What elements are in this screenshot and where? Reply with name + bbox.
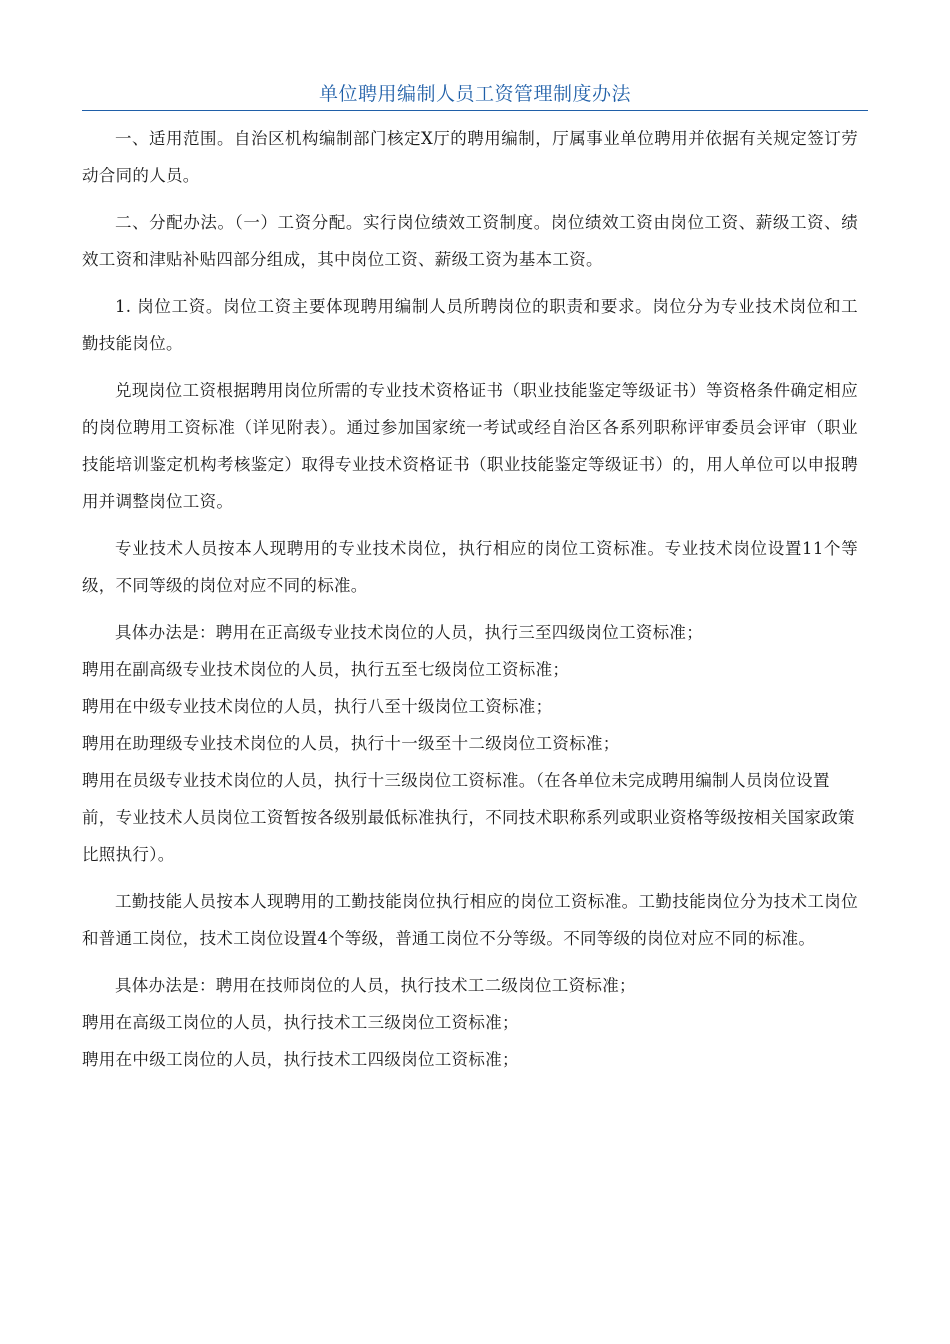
- paragraph-cash-post-wage: 兑现岗位工资根据聘用岗位所需的专业技术资格证书（职业技能鉴定等级证书）等资格条件确定相应的岗位聘用工资标准（详见附表）。通过参加国家统一考试或经自治区各系列职称评审委员会评审（职业技能培训鉴定机构考核鉴定）取得专业技术资格证书（职业技能鉴定等级证书）的，用人单位可以申报聘用并调整岗位工资。: [82, 381, 858, 511]
- line-intermediate-worker: 聘用在中级工岗位的人员，执行技术工四级岗位工资标准；: [82, 1050, 519, 1069]
- line-assistant: 聘用在助理级专业技术岗位的人员，执行十一级至十二级岗位工资标准；: [82, 734, 620, 753]
- paragraph-post-wage: 1. 岗位工资。岗位工资主要体现聘用编制人员所聘岗位的职责和要求。岗位分为专业技术岗位和工勤技能岗位。: [82, 297, 858, 353]
- document-title: 单位聘用编制人员工资管理制度办法: [318, 83, 631, 105]
- paragraph-distribution: 二、分配办法。（一）工资分配。实行岗位绩效工资制度。岗位绩效工资由岗位工资、薪级工资、绩效工资和津贴补贴四部分组成，其中岗位工资、薪级工资为基本工资。: [82, 213, 858, 269]
- line-intermediate: 聘用在中级专业技术岗位的人员，执行八至十级岗位工资标准；: [82, 697, 553, 716]
- document-body: [82, 120, 858, 1078]
- line-junior: 聘用在员级专业技术岗位的人员，执行十三级岗位工资标准。（在各单位未完成聘用编制人员岗位设置前，专业技术人员岗位工资暂按各级别最低标准执行，不同技术职称系列或职业资格等级按相关国家政策比照执行）。: [82, 771, 855, 864]
- document-header: [82, 78, 868, 111]
- paragraph-skilled-workers: 工勤技能人员按本人现聘用的工勤技能岗位执行相应的岗位工资标准。工勤技能岗位分为技术工岗位和普通工岗位，技术工岗位设置4个等级，普通工岗位不分等级。不同等级的岗位对应不同的标准。: [82, 892, 858, 948]
- paragraph-professional-staff: 专业技术人员按本人现聘用的专业技术岗位，执行相应的岗位工资标准。专业技术岗位设置11个等级，不同等级的岗位对应不同的标准。: [82, 539, 858, 595]
- paragraph-method-professional: 具体办法是：聘用在正高级专业技术岗位的人员，执行三至四级岗位工资标准；: [115, 623, 703, 642]
- line-deputy-senior: 聘用在副高级专业技术岗位的人员，执行五至七级岗位工资标准；: [82, 660, 570, 679]
- paragraph-scope: 一、适用范围。自治区机构编制部门核定X厅的聘用编制，厅属事业单位聘用并依据有关规定签订劳动合同的人员。: [82, 129, 858, 185]
- line-senior-worker: 聘用在高级工岗位的人员，执行技术工三级岗位工资标准；: [82, 1013, 519, 1032]
- paragraph-method-workers: 具体办法是：聘用在技师岗位的人员，执行技术工二级岗位工资标准；: [115, 976, 636, 995]
